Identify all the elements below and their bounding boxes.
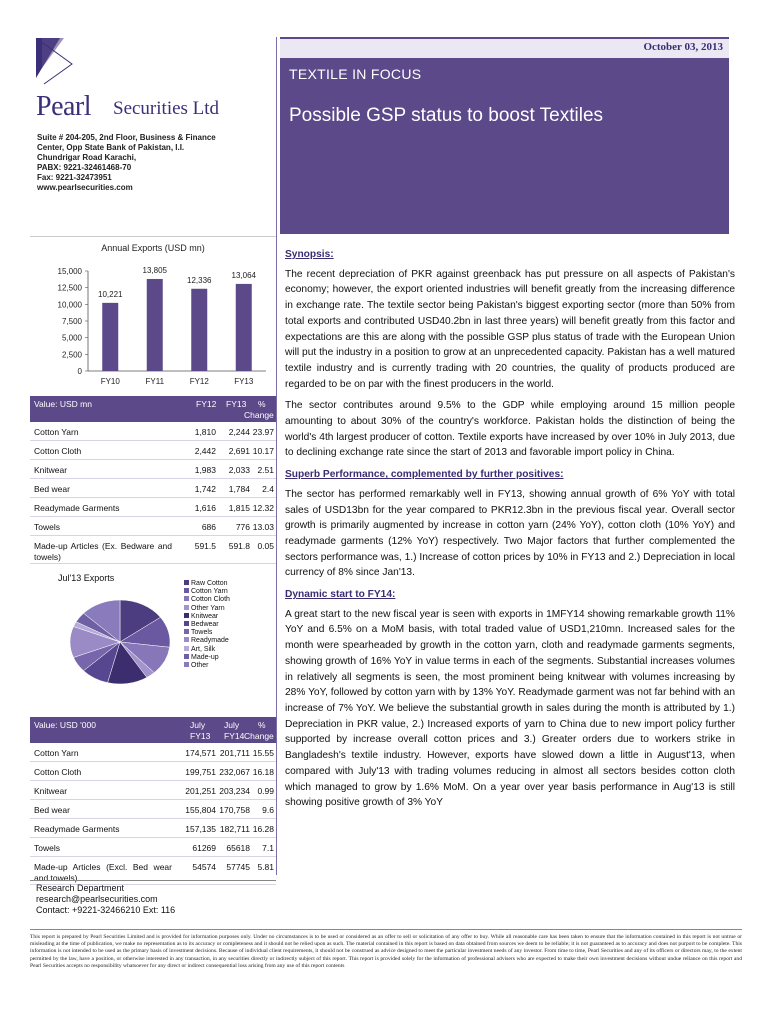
bar-value-label: 13,064 (231, 270, 256, 280)
legend-label: Bedwear (191, 621, 219, 629)
table-cell: 232,067 (219, 767, 250, 777)
y-tick-label: 5,000 (61, 333, 82, 343)
legend-item (184, 596, 230, 604)
table-cell: 201,711 (219, 748, 250, 758)
disclaimer: This report is prepared by Pearl Securities Limited and is provided for information purposes only. Under no circumstances is to be used or considered as an offer to sell or solicitation of any offer to buy. While all reasonable care has been taken to ensure that the information contained in this report is not untrue or misleading at the time of publication, we make no representation as to its accuracy or completeness and it should not be relied upon as such. The material contained in this report is based on data obtained from sources we deem to be reliable; it is not guaranteed as to accuracy and does not purport to be complete. This information is not intended to be used as the primary basis of investment decisions. Because of individual client requirements, it should not be construed as advice designed to meet the particular investment needs of any investor. From time to time, Pearl Securities and any of its officers or directors may, to the extent permitted by the law, have a position, or otherwise interested in any transaction, in any securities directly or indirectly subject of this report. This report is provided solely for the information of professional advisers who are expected to make their own investment decisions without undue reliance on this report and Pearl Securities accepts no responsibility whatsoever for any direct or indirect consequential loss arising from any use of this report contents (30, 929, 742, 970)
row-label: Readymade Garments (34, 503, 120, 513)
table-cell: 0.05 (257, 541, 274, 551)
legend-label: Towels (191, 629, 213, 637)
column-divider (276, 37, 277, 875)
table-header (30, 396, 276, 422)
legend-label: Art, Silk (191, 645, 216, 653)
table-cell: 9.6 (262, 805, 274, 815)
legend-swatch (184, 646, 189, 651)
table-cell: 16.18 (252, 767, 274, 777)
row-label: Towels (34, 843, 60, 853)
row-label: Readymade Garments (34, 824, 120, 834)
table-cell: 157,135 (185, 824, 216, 834)
legend-item (184, 621, 230, 629)
table-cell: 686 (201, 522, 216, 532)
section-heading-performance: Superb Performance, complemented by further positives: (285, 469, 564, 481)
table-cell: 13.03 (252, 522, 274, 532)
table-cell: 65618 (226, 843, 250, 853)
research-email[interactable]: research@pearlsecurities.com (36, 894, 158, 904)
table-header-cell: FY13 (190, 731, 211, 741)
y-tick-label: 12,500 (57, 283, 82, 293)
report-date: October 03, 2013 (643, 41, 723, 53)
row-label: Cotton Yarn (34, 427, 79, 437)
legend-swatch (184, 613, 189, 618)
row-label: Knitwear (34, 465, 68, 475)
legend-swatch (184, 654, 189, 659)
bar-chart-svg (30, 237, 276, 397)
y-tick-label: 2,500 (61, 350, 82, 360)
table-cell: 591.5 (194, 541, 216, 551)
legend-label: Readymade (191, 637, 229, 645)
table-cell: 1,810 (194, 427, 216, 437)
row-label: Made-up Articles (Ex. Bedware and towels) (34, 541, 172, 562)
table-cell: 12.32 (252, 503, 274, 513)
title-banner (280, 58, 729, 234)
legend-item (184, 646, 230, 654)
table-header (30, 717, 276, 743)
bar (236, 284, 252, 371)
table-cell: 2,033 (228, 465, 250, 475)
bar-value-label: 12,336 (187, 275, 212, 285)
bar-value-label: 10,221 (98, 289, 123, 299)
table-cell: 57745 (226, 862, 250, 872)
legend-item (184, 605, 230, 613)
table-row (30, 819, 276, 838)
table-cell: 7.1 (262, 843, 274, 853)
jul13-exports-pie (30, 566, 276, 716)
bar (147, 279, 163, 371)
pie-legend (184, 580, 230, 670)
table-cell: 23.97 (252, 427, 274, 437)
section-heading-synopsis: Synopsis: (285, 249, 334, 260)
legend-item (184, 637, 230, 645)
company-name: Pearl (36, 91, 92, 122)
paragraph: A great start to the new fiscal year is seen with exports in 1MFY14 showing remarkable growth 11% YoY and 6.5% on a MoM basis, with total traded value of USD1,210mn. Increased sales for the month were spearheaded by growth in the cotton yarn, cloth and readymade garments segments, showing growth of 16% YoY in value terms in each of the segments. Substantial increases volumes in relatively all segments is seen, the most prominent being knitwear with volumes increasing by 28% YoY, followed by cotton yarn with by 13% YoY. Readymade garment was not far behind with an increase of 7% YoY. We believe the substantial growth in sales during the month is attributed by 1.) Depreciation in PKR value, 2.) Increased exports of yarn to China due to new import policy further supported by increase overall cotton prices and 3.) Greater orders due to workers strike in Bangladesh's textile industry. However, exports have slowed down a little in August'13, when compared with July'13 with trading volumes reducing in almost all sectors besides cotton cloth which managed to grow by 1.6% MoM. On a year over year basis performance in Aug'13 is still showing positive growth of 3% YoY (285, 608, 735, 809)
legend-swatch (184, 596, 189, 601)
table-header-cell: % (258, 720, 266, 730)
table-cell: 199,751 (185, 767, 216, 777)
chart-title: Annual Exports (USD mn) (101, 243, 205, 253)
table-cell: 1,742 (194, 484, 216, 494)
table-cell: 2,691 (228, 446, 250, 456)
row-label: Bed wear (34, 484, 70, 494)
research-contact (30, 880, 276, 916)
legend-label: Raw Cotton (191, 580, 228, 587)
table-row (30, 517, 276, 536)
table-cell: 155,804 (185, 805, 216, 815)
report-title: Possible GSP status to boost Textiles (289, 105, 604, 126)
table-header-cell: FY14 (224, 731, 245, 741)
table-row (30, 479, 276, 498)
x-tick-label: FY12 (189, 377, 209, 386)
legend-label: Cotton Yarn (191, 588, 228, 596)
logo-mark-icon (30, 38, 90, 88)
section-heading-fy14: Dynamic start to FY14: (285, 589, 396, 601)
legend-item (184, 580, 230, 588)
address-line: Chundrigar Road Karachi, (37, 153, 137, 162)
table-header-cell: July (224, 720, 240, 730)
research-phone: Contact: +9221-32466210 Ext: 116 (36, 905, 176, 915)
table-cell: 1,815 (228, 503, 250, 513)
row-label: Knitwear (34, 786, 68, 796)
table-cell: 10.17 (252, 446, 274, 456)
legend-item (184, 588, 230, 596)
y-tick-label: 0 (77, 367, 82, 376)
address-phone: PABX: 9221-32461468-70 (37, 163, 132, 172)
table-row (30, 422, 276, 441)
legend-label: Knitwear (191, 612, 219, 620)
table-cell: 174,571 (185, 748, 216, 758)
table-row (30, 762, 276, 781)
legend-swatch (184, 621, 189, 626)
legend-item (184, 662, 230, 670)
table-header-cell: Value: USD mn (34, 399, 92, 409)
table-cell: 2.4 (262, 484, 274, 494)
y-tick-label: 10,000 (57, 300, 82, 310)
address-line: Suite # 204-205, 2nd Floor, Business & Finance (37, 133, 216, 142)
table-header-cell: July (190, 720, 206, 730)
row-label: Cotton Cloth (34, 767, 82, 777)
table-row (30, 460, 276, 479)
table-cell: 15.55 (252, 748, 274, 758)
table-cell: 1,784 (228, 484, 250, 494)
legend-label: Cotton Cloth (191, 596, 230, 604)
table-row (30, 441, 276, 460)
table-cell: 2,442 (194, 446, 216, 456)
legend-swatch (184, 662, 189, 667)
date-strip (280, 37, 729, 58)
legend-item (184, 613, 230, 621)
table-header-cell: % (258, 399, 266, 409)
table-cell: 61269 (192, 843, 216, 853)
table-cell: 1,983 (194, 465, 216, 475)
address-fax: Fax: 9221-32473951 (37, 173, 112, 182)
table-cell: 201,251 (185, 786, 216, 796)
research-dept: Research Department (36, 883, 125, 893)
monthly-exports-table (30, 717, 276, 885)
row-label: Towels (34, 522, 60, 532)
row-label: Cotton Cloth (34, 446, 82, 456)
table-cell: 1,616 (194, 503, 216, 513)
legend-swatch (184, 637, 189, 642)
annual-exports-chart (30, 236, 276, 396)
paragraph: The sector contributes around 9.5% to the GDP while employing around 15 million people amounting to about 30% of the country's workforce. Pakistan holds the distinction of being the world's 4th largest producer of cotton. Textile exports have increased by over 10% in July 2013, due to declining exchange rate since the start of 2013 and favorable import policy in China. (285, 400, 735, 459)
legend-item (184, 629, 230, 637)
table-row (30, 743, 276, 762)
legend-label: Other Yarn (191, 604, 225, 612)
address-website[interactable]: www.pearlsecurities.com (37, 183, 133, 192)
x-tick-label: FY10 (100, 377, 120, 386)
legend-label: Made-up (191, 653, 219, 661)
legend-swatch (184, 629, 189, 634)
y-tick-label: 15,000 (57, 267, 82, 276)
table-cell: 16.28 (252, 824, 274, 834)
legend-label: Other (191, 662, 209, 670)
table-cell: 591.8 (228, 541, 250, 551)
table-header-cell: Value: USD '000 (34, 720, 96, 730)
x-tick-label: FY13 (234, 377, 254, 386)
table-cell: 54574 (192, 862, 216, 872)
x-tick-label: FY11 (145, 377, 165, 386)
table-cell: 2,244 (228, 427, 250, 437)
annual-exports-table (30, 396, 276, 564)
table-cell: 0.99 (257, 786, 274, 796)
table-cell: 776 (235, 522, 250, 532)
table-row (30, 781, 276, 800)
table-row (30, 536, 276, 564)
table-header-cell: FY13 (226, 399, 247, 409)
company-tagline: Securities Ltd (113, 98, 220, 119)
address-line: Center, Opp State Bank of Pakistan, I.I. (37, 143, 185, 152)
pie-chart-svg (30, 566, 180, 716)
legend-swatch (184, 588, 189, 593)
bar-value-label: 13,805 (142, 265, 167, 275)
row-label: Made-up Articles (Excl. Bed wear and towels) (34, 862, 172, 883)
company-address (37, 133, 273, 193)
company-logo (30, 38, 276, 126)
report-kicker: TEXTILE IN FOCUS (289, 66, 422, 82)
paragraph: The sector has performed remarkably well in FY13, showing annual growth of 6% YoY with total sales of USD13bn for the year compared to PKR12.3bn in the previous fiscal year. Overall sector growth is primarily augmented by increase in cotton yarn (24% YoY), cotton cloth (10% YoY) and readymade garments (12% YoY) respectively. Two Major factors that further complemented the sectors performance was, 1.) Increase of cotton prices by 10% in FY13 and 2.) Depreciation in local currency of 8% since Jan'13. (285, 488, 735, 579)
bar (102, 303, 118, 371)
legend-item (184, 654, 230, 662)
table-header-cell: Change (244, 410, 274, 420)
bar (191, 289, 207, 371)
table-cell: 2.51 (257, 465, 274, 475)
table-row (30, 498, 276, 517)
paragraph: The recent depreciation of PKR against greenback has put pressure on all aspects of Pakistan's economy; however, the export oriented industries will benefit greatly from the increasing difference in exchange rate. The textile sector being Pakistan's biggest exporting sector (more than 50% from total exports and contributed USD40.2bn in last three years) will benefit greatly from this factor and expectations are this are along with the possible GSP plus status of trade with the European Union will put the industry in a position to grow at an unprecedented capacity. Pakistan has a well matured textile industry and is currently trading with 20 countries, the quality of products produced are regarded to be on par with the finest producers in the world. (285, 268, 735, 390)
pie-title: Jul'13 Exports (58, 573, 115, 583)
row-label: Cotton Yarn (34, 748, 79, 758)
y-tick-label: 7,500 (61, 317, 82, 326)
table-row (30, 800, 276, 819)
legend-swatch (184, 580, 189, 585)
table-row (30, 838, 276, 857)
table-cell: 203,234 (219, 786, 250, 796)
table-cell: 5.81 (257, 862, 274, 872)
legend-swatch (184, 605, 189, 610)
table-header-cell: FY12 (196, 399, 217, 409)
table-header-cell: Change (244, 731, 274, 741)
article-body (285, 247, 735, 815)
table-cell: 170,758 (219, 805, 250, 815)
row-label: Bed wear (34, 805, 70, 815)
table-cell: 182,711 (219, 824, 250, 834)
